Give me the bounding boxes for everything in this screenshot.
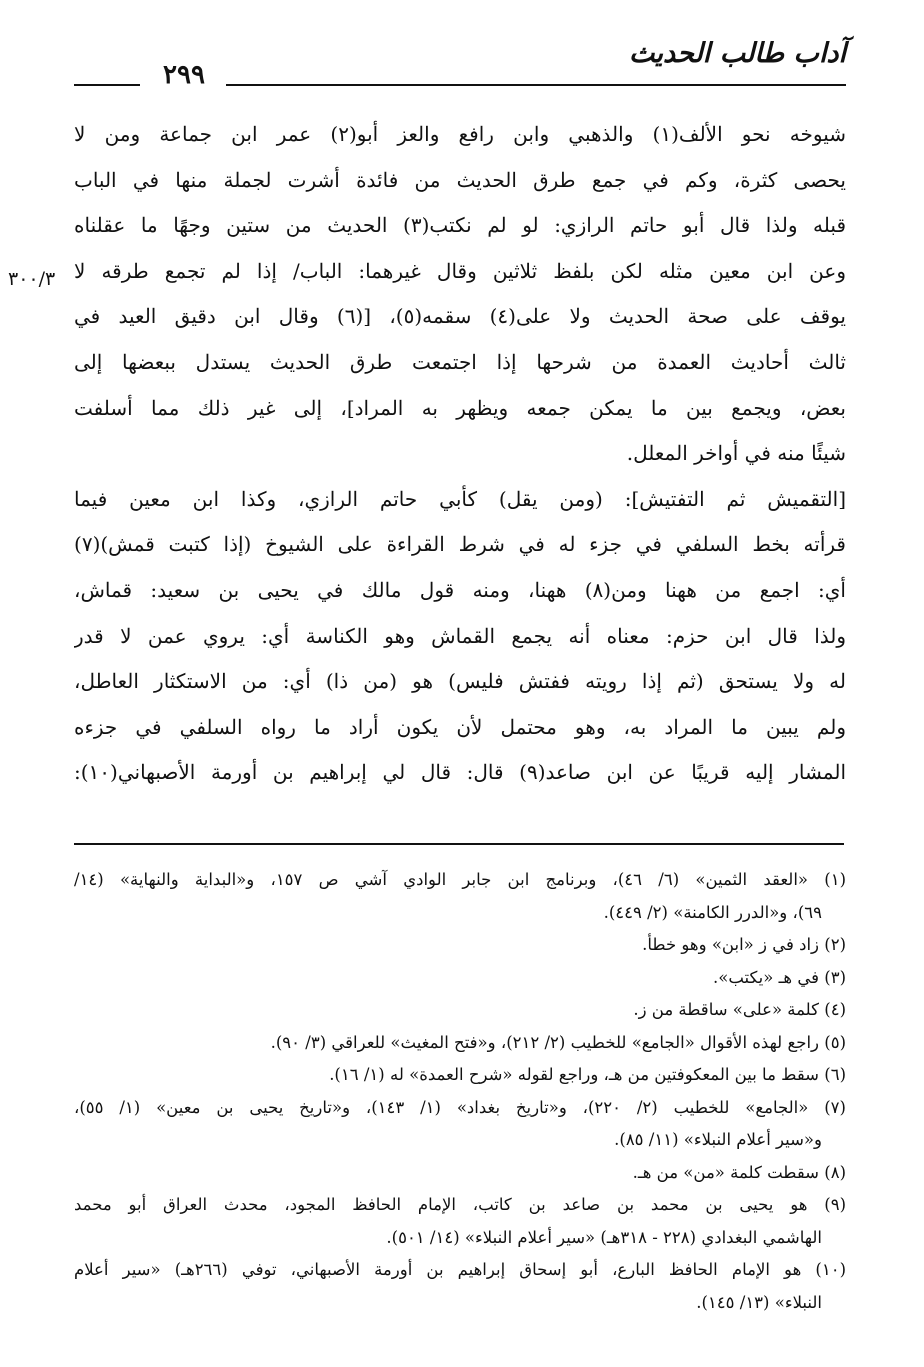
body-line: ولم يبين ما المراد به، وهو محتمل لأن يكون أراد ما رواه السلفي في جزءه — [74, 714, 846, 739]
body-line: له ولا يستحق (ثم إذا رويته ففتش فليس) هو (من ذا) أي: من الاستكثار العاطل، — [74, 669, 846, 694]
footnote-line: (٨) سقطت كلمة «من» من هـ. — [632, 1162, 846, 1182]
page-header — [74, 38, 846, 88]
main-text — [74, 112, 846, 796]
footnote-line: (٣) في هـ «يكتب». — [713, 967, 846, 987]
footnote-line: (٤) كلمة «على» ساقطة من ز. — [633, 1000, 846, 1019]
footnote-line: (٥) راجع لهذه الأقوال «الجامع» للخطيب (٢/ ٢١٢)، و«فتح المغيث» للعراقي (٣/ ٩٠). — [270, 1032, 846, 1052]
body-line: يحصى كثرة، وكم في جمع طرق الحديث من فائدة أشرت لجملة منها في الباب — [74, 167, 846, 192]
footnote-separator — [74, 843, 844, 845]
body-line: بعض، ويجمع بين ما يمكن جمعه ويظهر به المراد]، إلى غير ذلك مما أسلفت — [74, 395, 846, 420]
body-line: [التقميش ثم التفتيش]: (ومن يقل) كأبي حاتم الرازي، وكذا ابن معين فيما — [74, 486, 846, 511]
margin-reference: ٣٠٠/٣ — [8, 268, 56, 290]
footnotes — [74, 864, 846, 1319]
body-line: قبله ولذا قال أبو حاتم الرازي: لو لم نكتب(٣) الحديث من ستين وجهًا ما عقلناه — [74, 213, 846, 238]
footnote-line: (٧) «الجامع» للخطيب (٢/ ٢٢٠)، و«تاريخ بغداد» (١/ ١٤٣)، و«تاريخ يحيى بن معين» (١/ ٥٥)، — [74, 1097, 846, 1117]
footnote-line: (٦) سقط ما بين المعكوفتين من هـ، وراجع لقوله «شرح العمدة» له (١/ ١٦). — [329, 1065, 846, 1084]
page-number: ٢٩٩ — [163, 60, 205, 90]
body-line: أي: اجمع من ههنا ومن(٨) ههنا، ومنه قول مالك في يحيى بن سعيد: قماش، — [74, 577, 846, 602]
body-line: قرأته بخط السلفي في جزء له في شرط القراءة على الشيوخ (إذا كتبت قمش)(٧) — [74, 532, 846, 557]
body-line: ولذا قال ابن حزم: معناه أنه يجمع القماش وهو الكناسة أي: يروي عمن لا قدر — [74, 623, 846, 648]
footnote-line: (٢) زاد في ز «ابن» وهو خطأ. — [642, 935, 846, 954]
body-line: شيوخه نحو الألف(١) والذهبي وابن رافع والعز أبو(٢) عمر ابن جماعة ومن لا — [74, 122, 846, 146]
body-line: شيئًا منه في أواخر المعلل. — [626, 441, 846, 466]
running-title: آداب طالب الحديث — [628, 38, 846, 69]
footnote-line: (١) «العقد الثمين» (٦/ ٤٦)، وبرنامج ابن جابر الوادي آشي ص ١٥٧، و«البداية والنهاية» (١٤/ — [74, 870, 846, 889]
footnote-line: ٦٩)، و«الدرر الكامنة» (٢/ ٤٤٩). — [603, 902, 822, 922]
body-line: يوقف على صحة الحديث ولا على(٤) سقمه(٥)، [(٦) وقال ابن دقيق العيد في — [74, 304, 846, 329]
footnote-line: النبلاء» (١٣/ ١٤٥). — [696, 1292, 822, 1312]
body-line: وعن ابن معين مثله لكن بلفظ ثلاثين وقال غيرهما: الباب/ إذا لم تجمع طرقه لا — [74, 258, 846, 283]
footnote-line: (٩) هو يحيى بن محمد بن صاعد بن كاتب، الإمام الحافظ المجود، محدث العراق أبو محمد — [74, 1195, 846, 1214]
header-rule-right — [226, 84, 846, 86]
body-line: المشار إليه قريبًا عن ابن صاعد(٩) قال: قال لي إبراهيم بن أورمة الأصبهاني(١٠): — [74, 760, 846, 785]
footnote-line: الهاشمي البغدادي (٢٢٨ - ٣١٨هـ) «سير أعلام النبلاء» (١٤/ ٥٠١). — [386, 1227, 822, 1247]
body-line: ثالث أحاديث العمدة من شرحها إذا اجتمعت طرق الحديث يستدل ببعضها إلى — [74, 349, 846, 374]
header-rule-left — [74, 84, 140, 86]
footnote-line: (١٠) هو الإمام الحافظ البارع، أبو إسحاق إبراهيم بن أورمة الأصبهاني، توفي (٢٦٦هـ) «سير أعلام — [74, 1260, 846, 1279]
footnote-line: و«سير أعلام النبلاء» (١١/ ٨٥). — [614, 1130, 822, 1149]
